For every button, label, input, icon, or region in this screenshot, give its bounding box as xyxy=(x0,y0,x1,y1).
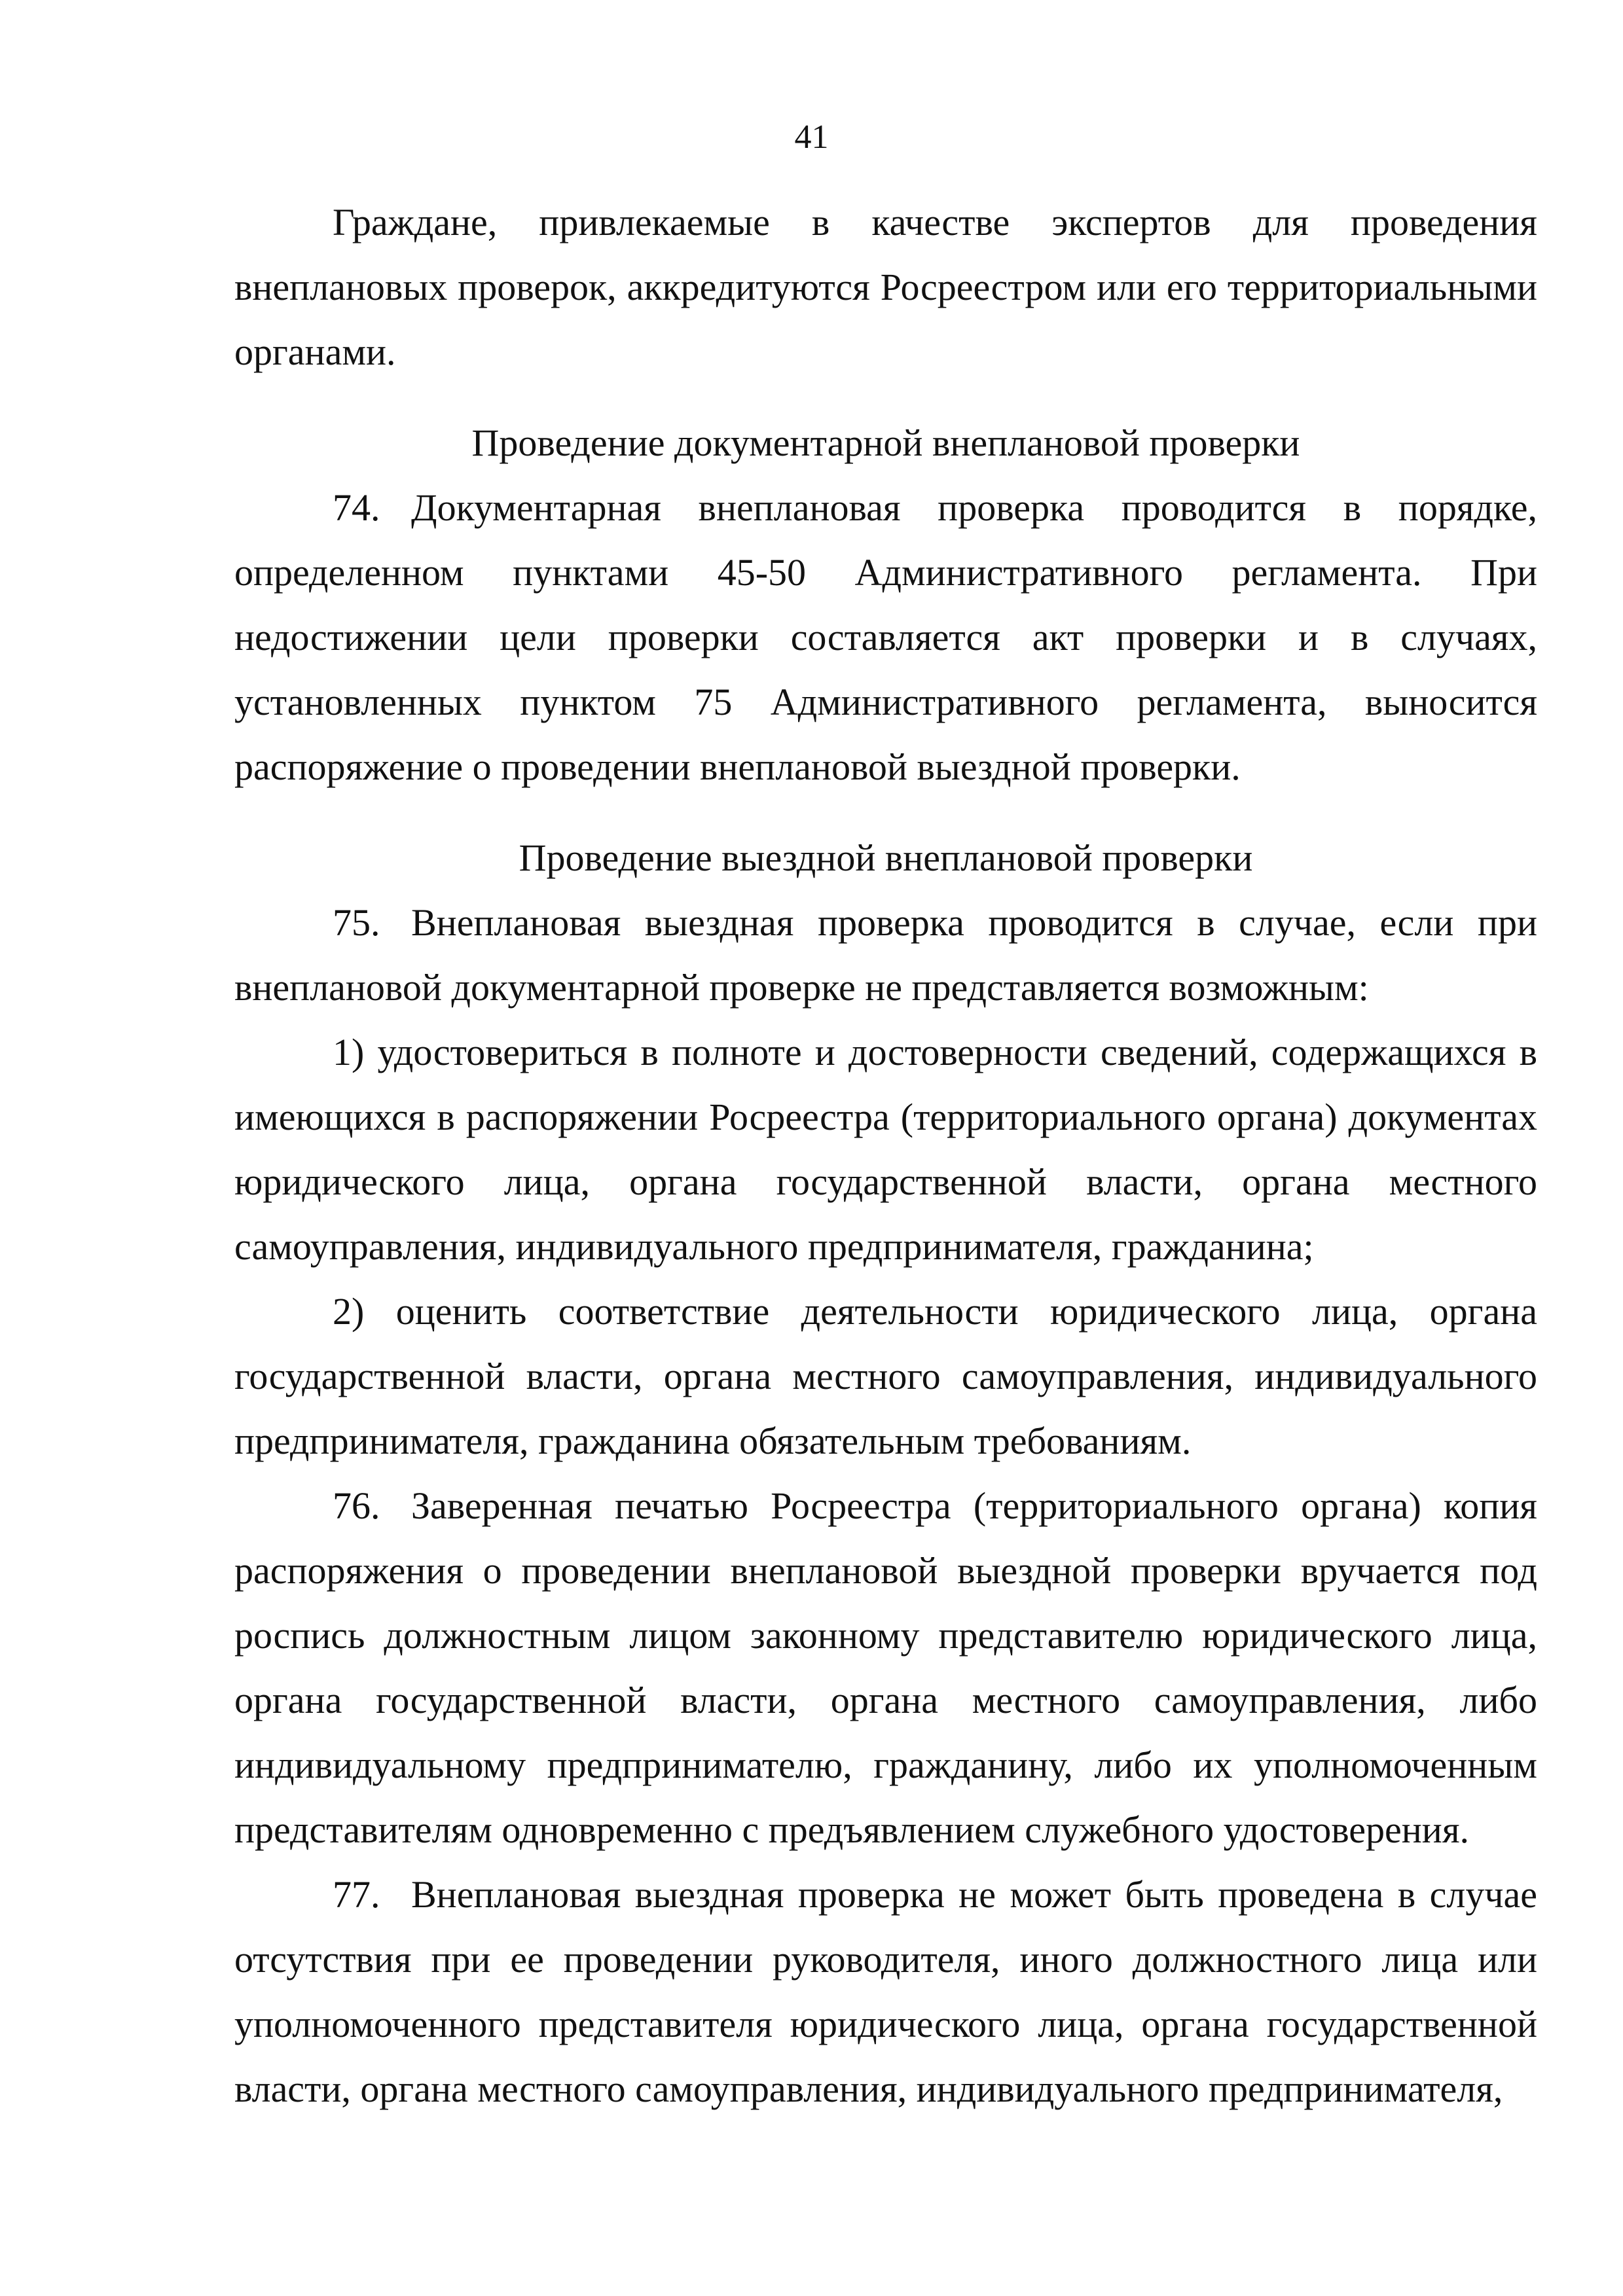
paragraph-number: 75. xyxy=(333,901,380,944)
paragraph-76 xyxy=(234,1473,1537,1862)
paragraph-intro: Граждане, привлекаемые в качестве экспертов для проведения внеплановых проверок, аккредитуются Росреестром или его территориальными органами. xyxy=(234,201,1537,373)
paragraph-75-item-2: 2) оценить соответствие деятельности юридического лица, органа государственной власти, органа местного самоуправления, индивидуального предпринимателя, гражданина обязательным требованиям. xyxy=(234,1290,1537,1462)
paragraph-text: Внеплановая выездная проверка проводится в случае, если при внеплановой документарной проверке не представляется возможным: xyxy=(234,901,1537,1009)
paragraph-number: 74. xyxy=(333,486,380,529)
paragraph-text: Документарная внеплановая проверка проводится в порядке, определенном пунктами 45-50 Административного регламента. При недостижении цели проверки составляется акт проверки и в случаях, установленных пунктом 75 Административного регламента, выносится распоряжение о проведении внеплановой выездной проверки. xyxy=(234,486,1537,788)
page-number: 41 xyxy=(794,118,829,156)
paragraph-74 xyxy=(234,475,1537,799)
section-heading-documentary-check: Проведение документарной внеплановой проверки xyxy=(471,422,1300,464)
document-body xyxy=(234,190,1537,2121)
paragraph-text: Внеплановая выездная проверка не может быть проведена в случае отсутствия при ее проведении руководителя, иного должностного лица или уполномоченного представителя юридического лица, органа государственной власти, органа местного самоуправления, индивидуального предпринимателя, xyxy=(234,1873,1537,2110)
paragraph-text: Заверенная печатью Росреестра (территориального органа) копия распоряжения о проведении внеплановой выездной проверки вручается под роспись должностным лицом законному представителю юридического лица, органа государственной власти, органа местного самоуправления, либо индивидуальному предпринимателю, гражданину, либо их уполномоченным представителям одновременно с предъявлением служебного удостоверения. xyxy=(234,1484,1537,1851)
paragraph-75-item-1: 1) удостовериться в полноте и достоверности сведений, содержащихся в имеющихся в распоряжении Росреестра (территориального органа) документах юридического лица, органа государственной власти, органа местного самоуправления, индивидуального предпринимателя, гражданина; xyxy=(234,1031,1537,1268)
paragraph-number: 76. xyxy=(333,1484,380,1527)
section-heading-onsite-check: Проведение выездной внеплановой проверки xyxy=(519,836,1253,879)
paragraph-77 xyxy=(234,1862,1537,2121)
paragraph-75 xyxy=(234,890,1537,1020)
paragraph-number: 77. xyxy=(333,1873,380,1916)
